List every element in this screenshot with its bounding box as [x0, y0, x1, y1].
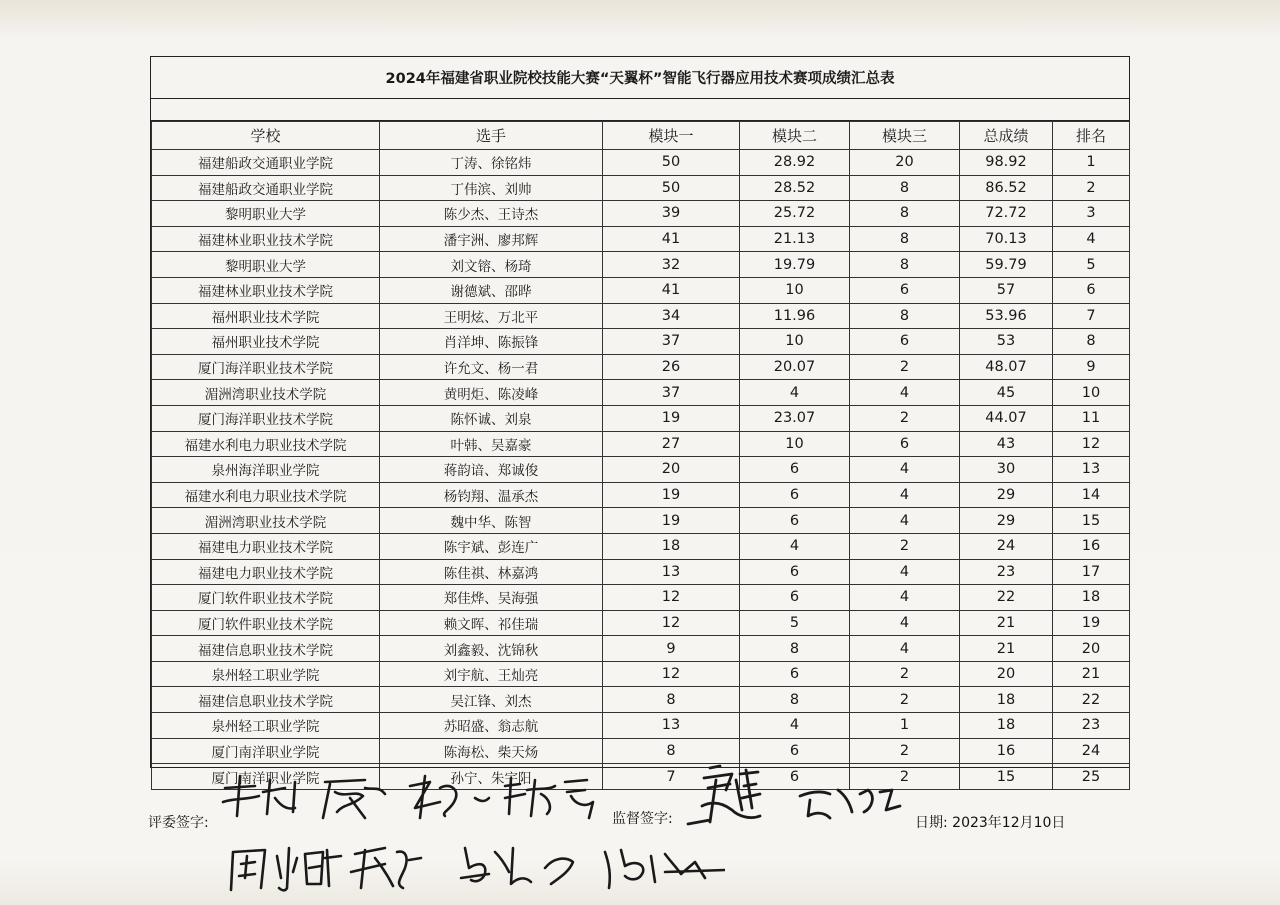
- table-row: [152, 252, 1130, 278]
- cell-total: 72.72: [960, 201, 1053, 227]
- cell-total: 48.07: [960, 354, 1053, 380]
- table-row: [152, 431, 1130, 457]
- cell-module-2: 4: [740, 533, 850, 559]
- cell-module-2: 6: [740, 457, 850, 483]
- cell-rank: 10: [1053, 380, 1130, 406]
- cell-module-1: 19: [603, 405, 740, 431]
- cell-module-2: 20.07: [740, 354, 850, 380]
- judges-signatures-line-2: [225, 838, 725, 902]
- cell-module-1: 8: [603, 738, 740, 764]
- cell-players: 陈佳祺、林嘉鸿: [380, 559, 603, 585]
- column-header-school: 学校: [152, 122, 380, 150]
- cell-module-1: 50: [603, 150, 740, 176]
- cell-players: 黄明炬、陈凌峰: [380, 380, 603, 406]
- cell-total: 21: [960, 636, 1053, 662]
- cell-players: 刘文镕、杨琦: [380, 252, 603, 278]
- cell-school: 福建信息职业技术学院: [152, 636, 380, 662]
- table-row: [152, 610, 1130, 636]
- cell-module-3: 1: [850, 713, 960, 739]
- cell-players: 杨钧翔、温承杰: [380, 482, 603, 508]
- column-header-module-1: 模块一: [603, 122, 740, 150]
- cell-players: 陈少杰、王诗杰: [380, 201, 603, 227]
- cell-players: 陈宇斌、彭连广: [380, 533, 603, 559]
- cell-rank: 7: [1053, 303, 1130, 329]
- cell-module-1: 37: [603, 380, 740, 406]
- cell-module-1: 41: [603, 277, 740, 303]
- cell-school: 厦门海洋职业技术学院: [152, 354, 380, 380]
- cell-total: 24: [960, 533, 1053, 559]
- cell-total: 53.96: [960, 303, 1053, 329]
- cell-total: 21: [960, 610, 1053, 636]
- cell-module-3: 4: [850, 559, 960, 585]
- table-body: [152, 150, 1130, 790]
- cell-players: 吴江锋、刘杰: [380, 687, 603, 713]
- cell-rank: 24: [1053, 738, 1130, 764]
- cell-module-3: 20: [850, 150, 960, 176]
- score-sheet: [150, 56, 1130, 787]
- cell-players: 谢德斌、邵晔: [380, 277, 603, 303]
- date-value: 2023年12月10日: [952, 815, 1066, 831]
- table-row: [152, 354, 1130, 380]
- cell-players: 苏昭盛、翁志航: [380, 713, 603, 739]
- cell-players: 蒋韵谙、郑诚俊: [380, 457, 603, 483]
- table-row: [152, 585, 1130, 611]
- cell-module-1: 18: [603, 533, 740, 559]
- cell-module-1: 27: [603, 431, 740, 457]
- cell-module-3: 4: [850, 585, 960, 611]
- cell-rank: 22: [1053, 687, 1130, 713]
- judges-signature-label: 评委签字:: [148, 815, 209, 831]
- cell-module-1: 37: [603, 329, 740, 355]
- cell-module-1: 13: [603, 713, 740, 739]
- cell-school: 福建信息职业技术学院: [152, 687, 380, 713]
- table-row: [152, 201, 1130, 227]
- table-row: [152, 713, 1130, 739]
- cell-module-3: 4: [850, 380, 960, 406]
- cell-players: 陈怀诚、刘泉: [380, 405, 603, 431]
- cell-module-2: 21.13: [740, 226, 850, 252]
- cell-rank: 15: [1053, 508, 1130, 534]
- cell-total: 57: [960, 277, 1053, 303]
- cell-module-3: 8: [850, 201, 960, 227]
- supervisor-signatures: [680, 760, 910, 840]
- cell-module-1: 39: [603, 201, 740, 227]
- cell-rank: 12: [1053, 431, 1130, 457]
- cell-school: 泉州海洋职业学院: [152, 457, 380, 483]
- column-header-rank: 排名: [1053, 122, 1130, 150]
- cell-school: 福建水利电力职业技术学院: [152, 482, 380, 508]
- cell-module-3: 4: [850, 636, 960, 662]
- cell-module-3: 2: [850, 687, 960, 713]
- cell-module-2: 6: [740, 585, 850, 611]
- cell-module-2: 8: [740, 687, 850, 713]
- cell-rank: 20: [1053, 636, 1130, 662]
- cell-total: 29: [960, 508, 1053, 534]
- table-row: [152, 303, 1130, 329]
- cell-players: 郑佳烨、吴海强: [380, 585, 603, 611]
- cell-rank: 5: [1053, 252, 1130, 278]
- cell-module-1: 13: [603, 559, 740, 585]
- cell-rank: 21: [1053, 661, 1130, 687]
- cell-module-3: 8: [850, 175, 960, 201]
- table-row: [152, 738, 1130, 764]
- cell-module-3: 2: [850, 405, 960, 431]
- cell-module-1: 7: [603, 764, 740, 790]
- table-row: [152, 687, 1130, 713]
- cell-module-2: 5: [740, 610, 850, 636]
- date-label: [915, 812, 1065, 832]
- cell-players: 王明炫、万北平: [380, 303, 603, 329]
- cell-rank: 2: [1053, 175, 1130, 201]
- cell-module-3: 8: [850, 252, 960, 278]
- cell-school: 福州职业技术学院: [152, 329, 380, 355]
- table-row: [152, 559, 1130, 585]
- cell-rank: 17: [1053, 559, 1130, 585]
- cell-module-2: 10: [740, 431, 850, 457]
- date-label-text: 日期:: [915, 815, 948, 831]
- cell-module-2: 8: [740, 636, 850, 662]
- cell-module-3: 2: [850, 533, 960, 559]
- table-row: [152, 329, 1130, 355]
- cell-module-1: 20: [603, 457, 740, 483]
- cell-total: 20: [960, 661, 1053, 687]
- cell-total: 15: [960, 764, 1053, 790]
- cell-rank: 19: [1053, 610, 1130, 636]
- cell-rank: 18: [1053, 585, 1130, 611]
- cell-total: 86.52: [960, 175, 1053, 201]
- cell-module-2: 4: [740, 713, 850, 739]
- cell-module-3: 4: [850, 482, 960, 508]
- cell-module-2: 4: [740, 380, 850, 406]
- cell-rank: 3: [1053, 201, 1130, 227]
- cell-rank: 14: [1053, 482, 1130, 508]
- cell-module-1: 34: [603, 303, 740, 329]
- cell-rank: 1: [1053, 150, 1130, 176]
- cell-school: 黎明职业大学: [152, 252, 380, 278]
- cell-school: 泉州轻工职业学院: [152, 713, 380, 739]
- table-row: [152, 482, 1130, 508]
- cell-players: 丁伟滨、刘帅: [380, 175, 603, 201]
- blank-row: [151, 99, 1129, 121]
- cell-module-2: 6: [740, 738, 850, 764]
- cell-module-1: 26: [603, 354, 740, 380]
- table-row: [152, 457, 1130, 483]
- cell-school: 厦门南洋职业学院: [152, 738, 380, 764]
- cell-total: 29: [960, 482, 1053, 508]
- cell-module-3: 2: [850, 738, 960, 764]
- column-header-module-3: 模块三: [850, 122, 960, 150]
- cell-rank: 6: [1053, 277, 1130, 303]
- cell-total: 44.07: [960, 405, 1053, 431]
- column-header-total: 总成绩: [960, 122, 1053, 150]
- cell-school: 湄洲湾职业技术学院: [152, 508, 380, 534]
- column-header-module-2: 模块二: [740, 122, 850, 150]
- cell-total: 16: [960, 738, 1053, 764]
- cell-rank: 9: [1053, 354, 1130, 380]
- table-row: [152, 380, 1130, 406]
- cell-module-1: 32: [603, 252, 740, 278]
- cell-module-1: 19: [603, 482, 740, 508]
- cell-school: 厦门南洋职业学院: [152, 764, 380, 790]
- cell-school: 福建电力职业技术学院: [152, 533, 380, 559]
- table-row: [152, 508, 1130, 534]
- cell-total: 70.13: [960, 226, 1053, 252]
- cell-module-1: 12: [603, 585, 740, 611]
- table-row: [152, 226, 1130, 252]
- cell-players: 许允文、杨一君: [380, 354, 603, 380]
- cell-module-3: 8: [850, 226, 960, 252]
- cell-module-1: 50: [603, 175, 740, 201]
- cell-module-2: 23.07: [740, 405, 850, 431]
- cell-module-2: 28.92: [740, 150, 850, 176]
- cell-module-2: 10: [740, 329, 850, 355]
- cell-total: 30: [960, 457, 1053, 483]
- cell-module-1: 8: [603, 687, 740, 713]
- table-row: [152, 661, 1130, 687]
- cell-total: 18: [960, 687, 1053, 713]
- cell-rank: 13: [1053, 457, 1130, 483]
- table-row: [152, 405, 1130, 431]
- cell-module-1: 41: [603, 226, 740, 252]
- cell-rank: 23: [1053, 713, 1130, 739]
- cell-rank: 25: [1053, 764, 1130, 790]
- cell-players: 陈海松、柴天炀: [380, 738, 603, 764]
- cell-module-3: 6: [850, 431, 960, 457]
- cell-module-2: 28.52: [740, 175, 850, 201]
- cell-module-2: 6: [740, 764, 850, 790]
- cell-module-3: 2: [850, 661, 960, 687]
- cell-players: 肖洋坤、陈振锋: [380, 329, 603, 355]
- cell-total: 22: [960, 585, 1053, 611]
- cell-school: 福建船政交通职业学院: [152, 150, 380, 176]
- cell-module-3: 2: [850, 354, 960, 380]
- cell-players: 魏中华、陈智: [380, 508, 603, 534]
- cell-school: 福建林业职业技术学院: [152, 226, 380, 252]
- cell-school: 泉州轻工职业学院: [152, 661, 380, 687]
- cell-total: 98.92: [960, 150, 1053, 176]
- cell-school: 福建林业职业技术学院: [152, 277, 380, 303]
- cell-school: 福建船政交通职业学院: [152, 175, 380, 201]
- cell-rank: 16: [1053, 533, 1130, 559]
- cell-players: 叶韩、吴嘉豪: [380, 431, 603, 457]
- cell-module-1: 12: [603, 661, 740, 687]
- table-header-row: [152, 122, 1130, 150]
- cell-total: 43: [960, 431, 1053, 457]
- cell-module-3: 2: [850, 764, 960, 790]
- cell-rank: 8: [1053, 329, 1130, 355]
- page-title: 2024年福建省职业院校技能大赛“天翼杯”智能飞行器应用技术赛项成绩汇总表: [151, 57, 1129, 99]
- cell-school: 厦门海洋职业技术学院: [152, 405, 380, 431]
- cell-module-2: 6: [740, 559, 850, 585]
- table-row: [152, 175, 1130, 201]
- cell-module-1: 12: [603, 610, 740, 636]
- column-header-players: 选手: [380, 122, 603, 150]
- cell-module-3: 4: [850, 508, 960, 534]
- cell-players: 丁涛、徐铭炜: [380, 150, 603, 176]
- cell-module-3: 6: [850, 329, 960, 355]
- cell-module-2: 19.79: [740, 252, 850, 278]
- cell-school: 福建电力职业技术学院: [152, 559, 380, 585]
- cell-total: 23: [960, 559, 1053, 585]
- cell-module-2: 6: [740, 482, 850, 508]
- cell-total: 45: [960, 380, 1053, 406]
- results-table: [151, 121, 1130, 790]
- cell-total: 18: [960, 713, 1053, 739]
- cell-rank: 11: [1053, 405, 1130, 431]
- cell-school: 厦门软件职业技术学院: [152, 585, 380, 611]
- cell-school: 福州职业技术学院: [152, 303, 380, 329]
- cell-school: 福建水利电力职业技术学院: [152, 431, 380, 457]
- cell-module-2: 11.96: [740, 303, 850, 329]
- table-row: [152, 277, 1130, 303]
- judges-signatures-line-1: [215, 768, 615, 828]
- cell-players: 孙宁、朱宇阳: [380, 764, 603, 790]
- cell-module-1: 9: [603, 636, 740, 662]
- cell-school: 厦门软件职业技术学院: [152, 610, 380, 636]
- supervisor-signature-label: 监督签字:: [612, 811, 673, 827]
- cell-module-1: 19: [603, 508, 740, 534]
- cell-module-3: 6: [850, 277, 960, 303]
- cell-players: 刘宇航、王灿亮: [380, 661, 603, 687]
- cell-school: 黎明职业大学: [152, 201, 380, 227]
- cell-players: 潘宇洲、廖邦辉: [380, 226, 603, 252]
- cell-rank: 4: [1053, 226, 1130, 252]
- cell-module-3: 8: [850, 303, 960, 329]
- cell-module-2: 6: [740, 661, 850, 687]
- cell-module-3: 4: [850, 610, 960, 636]
- cell-module-2: 6: [740, 508, 850, 534]
- cell-module-3: 4: [850, 457, 960, 483]
- cell-module-2: 25.72: [740, 201, 850, 227]
- cell-total: 53: [960, 329, 1053, 355]
- cell-school: 湄洲湾职业技术学院: [152, 380, 380, 406]
- cell-players: 赖文晖、祁佳瑞: [380, 610, 603, 636]
- table-row: [152, 636, 1130, 662]
- cell-players: 刘鑫毅、沈锦秋: [380, 636, 603, 662]
- table-row: [152, 150, 1130, 176]
- cell-total: 59.79: [960, 252, 1053, 278]
- cell-module-2: 10: [740, 277, 850, 303]
- table-row: [152, 533, 1130, 559]
